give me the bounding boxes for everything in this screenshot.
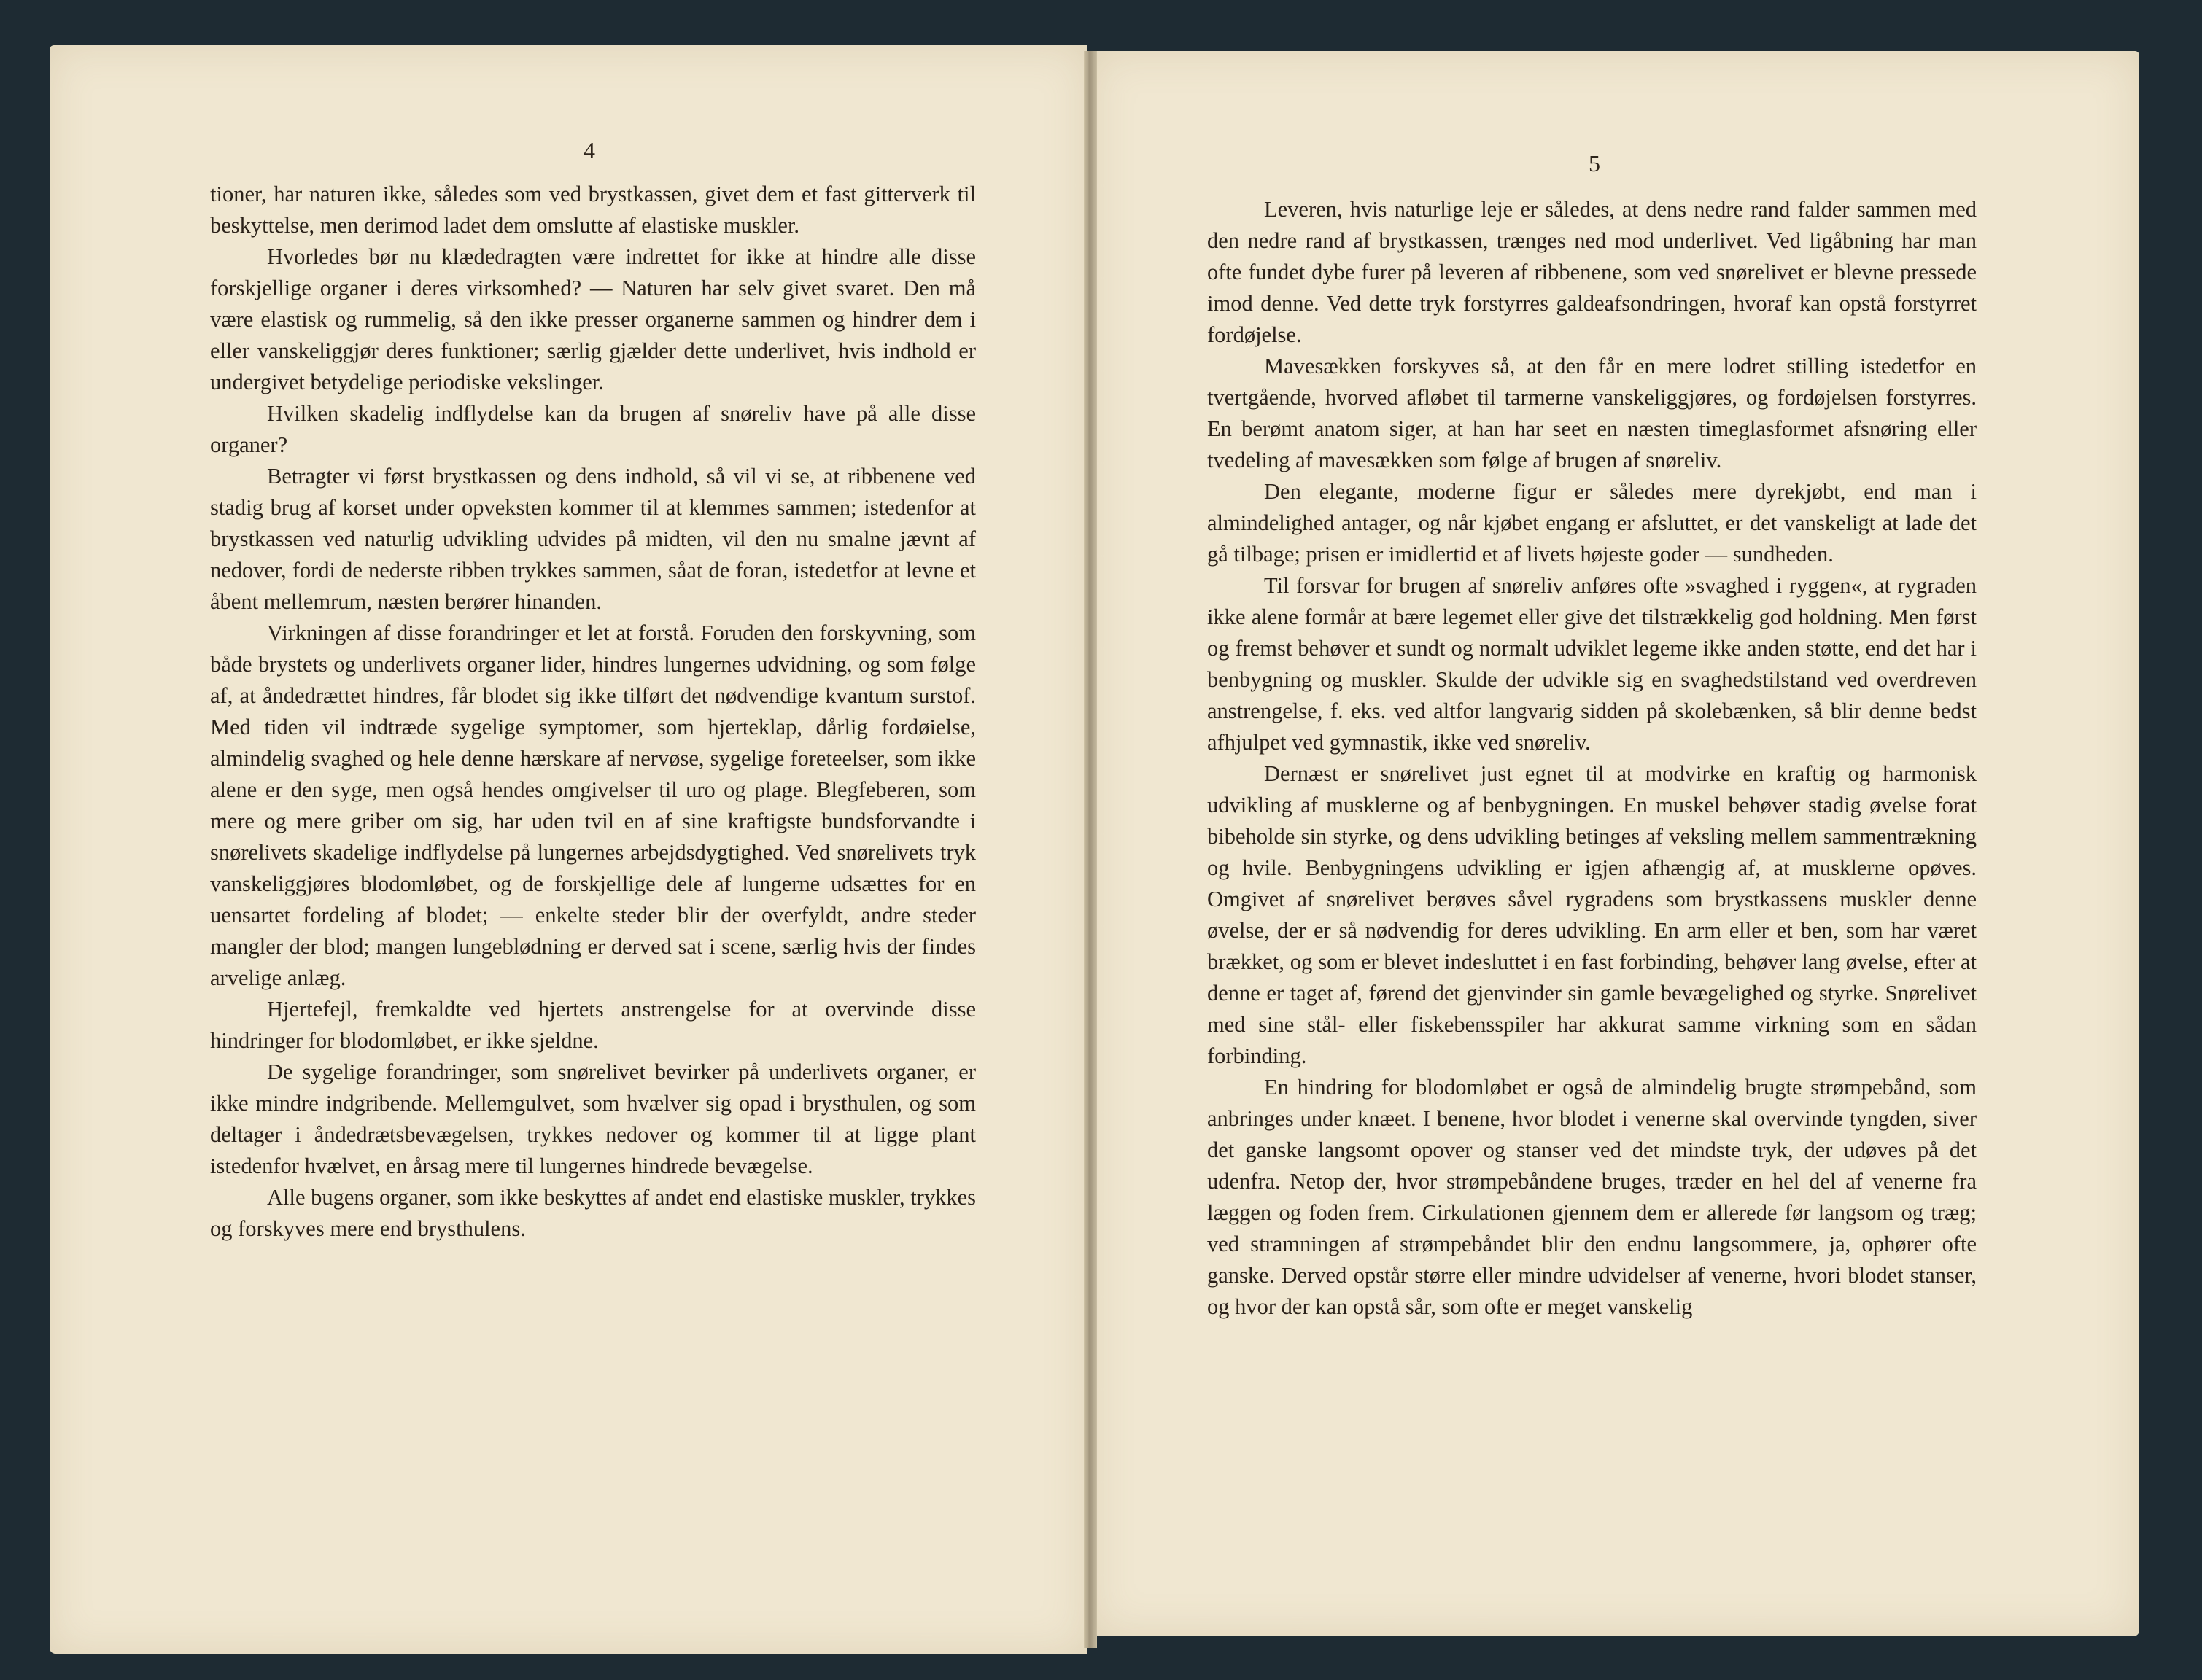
- paragraph: Virkningen af disse forandringer et let at forstå. Foruden den forskyvning, som både brystets og underlivets organer lider, hindres lungernes udvidning, og som følge af, at åndedrættet hindres, får blodet sig ikke tilført det nødvendige kvantum surstof. Med tiden vil indtræde sygelige symptomer, som hjerteklap, dårlig fordøielse, almindelig svaghed og hele denne hærskare af nervøse, sygelige foreteelser, som ikke alene er den syge, men også hendes omgivelser til uro og plage. Blegfeberen, som mere og mere griber om sig, har uden tvil en af sine kraftigste bundsforvandte i snørelivets skadelige indflydelse på lungernes arbejdsdygtighed. Ved snørelivets tryk vanskeliggjøres blodomløbet, og de forskjellige dele af lungerne udsættes for en uensartet fordeling af blodet; — enkelte steder blir der overfyldt, andre steder mangler der blod; mangen lungeblødning er derved sat i scene, særlig hvis der findes arvelige anlæg.: [210, 621, 976, 990]
- paragraph: De sygelige forandringer, som snørelivet bevirker på underlivets organer, er ikke mindre indgribende. Mellemgulvet, som hvælver sig opad i brysthulen, og som deltager i åndedrætsbevægelsen, trykkes nedover og kommer til at ligge plant istedenfor hvælvet, en årsag mere til lungernes hindrede bevægelse.: [210, 1059, 976, 1178]
- paragraph: Dernæst er snørelivet just egnet til at modvirke en kraftig og harmonisk udvikling af musklerne og af benbygningen. En muskel behøver stadig øvelse forat bibeholde sin styrke, og dens udvikling betinges af veksling mellem sammentrækning og hvile. Benbygningens udvikling er igjen afhængig af, at musklerne opøves. Omgivet af snørelivet berøves såvel rygradens som brystkassens muskler denne øvelse, der er så nødvendig for deres udvikling. En arm eller et ben, som har været brækket, og som er blevet indesluttet i en fast forbinding, behøver lang øvelse, efter at denne er taget af, førend det gjenvinder sin gamle bevægelighed og styrke. Snørelivet med sine stål- eller fiskebensspiler har akkurat samme virkning som en sådan forbinding.: [1207, 761, 1977, 1068]
- right-page-number: 5: [1589, 150, 1600, 176]
- left-page-text: [210, 179, 976, 1245]
- paragraph: Den elegante, moderne figur er således mere dyrekjøbt, end man i almindelighed antager, og når kjøbet engang er afsluttet, er det vanskeligt at lade det gå tilbage; prisen er imidlertid et af livets højeste goder — sundheden.: [1207, 479, 1977, 567]
- paragraph: Hvorledes bør nu klædedragten være indrettet for ikke at hindre alle disse forskjellige organer i deres virksomhed? — Naturen har selv givet svaret. Den må være elastisk og rummelig, så den ikke presser organerne sammen og hindrer dem i eller vanskeliggjør deres funktioner; særlig gjælder dette underlivet, hvis indhold er undergivet betydelige periodiske vekslinger.: [210, 244, 976, 394]
- paragraph: Til forsvar for brugen af snøreliv anføres ofte »svaghed i ryggen«, at rygraden ikke alene formår at bære legemet eller give det tilstrækkelig god holdning. Men først og fremst behøver et sundt og normalt udviklet legeme ikke anden støtte, end det har i benbygning og muskler. Skulde der udvikle sig en svaghedstilstand ved overdreven anstrengelse, f. eks. ved altfor langvarig sidden på skolebænken, så blir denne bedst afhjulpet ved gymnastik, ikke ved snøreliv.: [1207, 573, 1977, 755]
- right-page-text: [1207, 194, 1977, 1323]
- paragraph: Hjertefejl, fremkaldte ved hjertets anstrengelse for at overvinde disse hindringer for blodomløbet, er ikke sjeldne.: [210, 997, 976, 1053]
- paragraph: En hindring for blodomløbet er også de almindelig brugte strømpebånd, som anbringes under knæet. I benene, hvor blodet i venerne skal overvinde tyngden, siver det ganske langsomt opover og stanser ved det mindste tryk, der udøves på det udenfra. Netop der, hvor strømpebåndene bruges, træder en hel del af venerne fra læggen og foden frem. Cirkulationen gjennem dem er allerede før langsom og træg; ved stramningen af strømpebåndet blir den endnu langsommere, ja, ophører ofte ganske. Derved opstår større eller mindre udvidelser af venerne, hvori blodet stanser, og hvor der kan opstå sår, som ofte er meget vanskelig: [1207, 1075, 1977, 1319]
- paragraph: tioner, har naturen ikke, således som ved brystkassen, givet dem et fast gitterverk til beskyttelse, men derimod ladet dem omslutte af elastiske muskler.: [210, 182, 976, 238]
- book-gutter: [1084, 51, 1097, 1648]
- left-page-number: 4: [584, 137, 595, 163]
- paragraph: Leveren, hvis naturlige leje er således, at dens nedre rand falder sammen med den nedre rand af brystkassen, trænges ned mod underlivet. Ved ligåbning har man ofte fundet dybe furer på leveren af ribbenene, som ved snørelivet er blevne pressede imod denne. Ved dette tryk forstyrres galdeafsondringen, hvoraf kan opstå forstyrret fordøjelse.: [1207, 197, 1977, 347]
- paragraph: Mavesækken forskyves så, at den får en mere lodret stilling istedetfor en tvertgående, hvorved afløbet til tarmerne vanskeliggjøres, og fordøjelsen forstyrres. En berømt anatom siger, at han har seet en næsten timeglasformet afsnøring eller tvedeling af mavesækken som følge af brugen af snøreliv.: [1207, 354, 1977, 472]
- paragraph: Alle bugens organer, som ikke beskyttes af andet end elastiske muskler, trykkes og forskyves mere end brysthulens.: [210, 1185, 976, 1241]
- paragraph: Hvilken skadelig indflydelse kan da brugen af snøreliv have på alle disse organer?: [210, 401, 976, 457]
- paragraph: Betragter vi først brystkassen og dens indhold, så vil vi se, at ribbenene ved stadig brug af korset under opveksten kommer til at klemmes sammen; istedenfor at brystkassen ved naturlig udvikling udvides på midten, vil den nu smalne jævnt af nedover, fordi de nederste ribben trykkes sammen, såat de foran, istedetfor at levne et åbent mellemrum, næsten berører hinanden.: [210, 464, 976, 614]
